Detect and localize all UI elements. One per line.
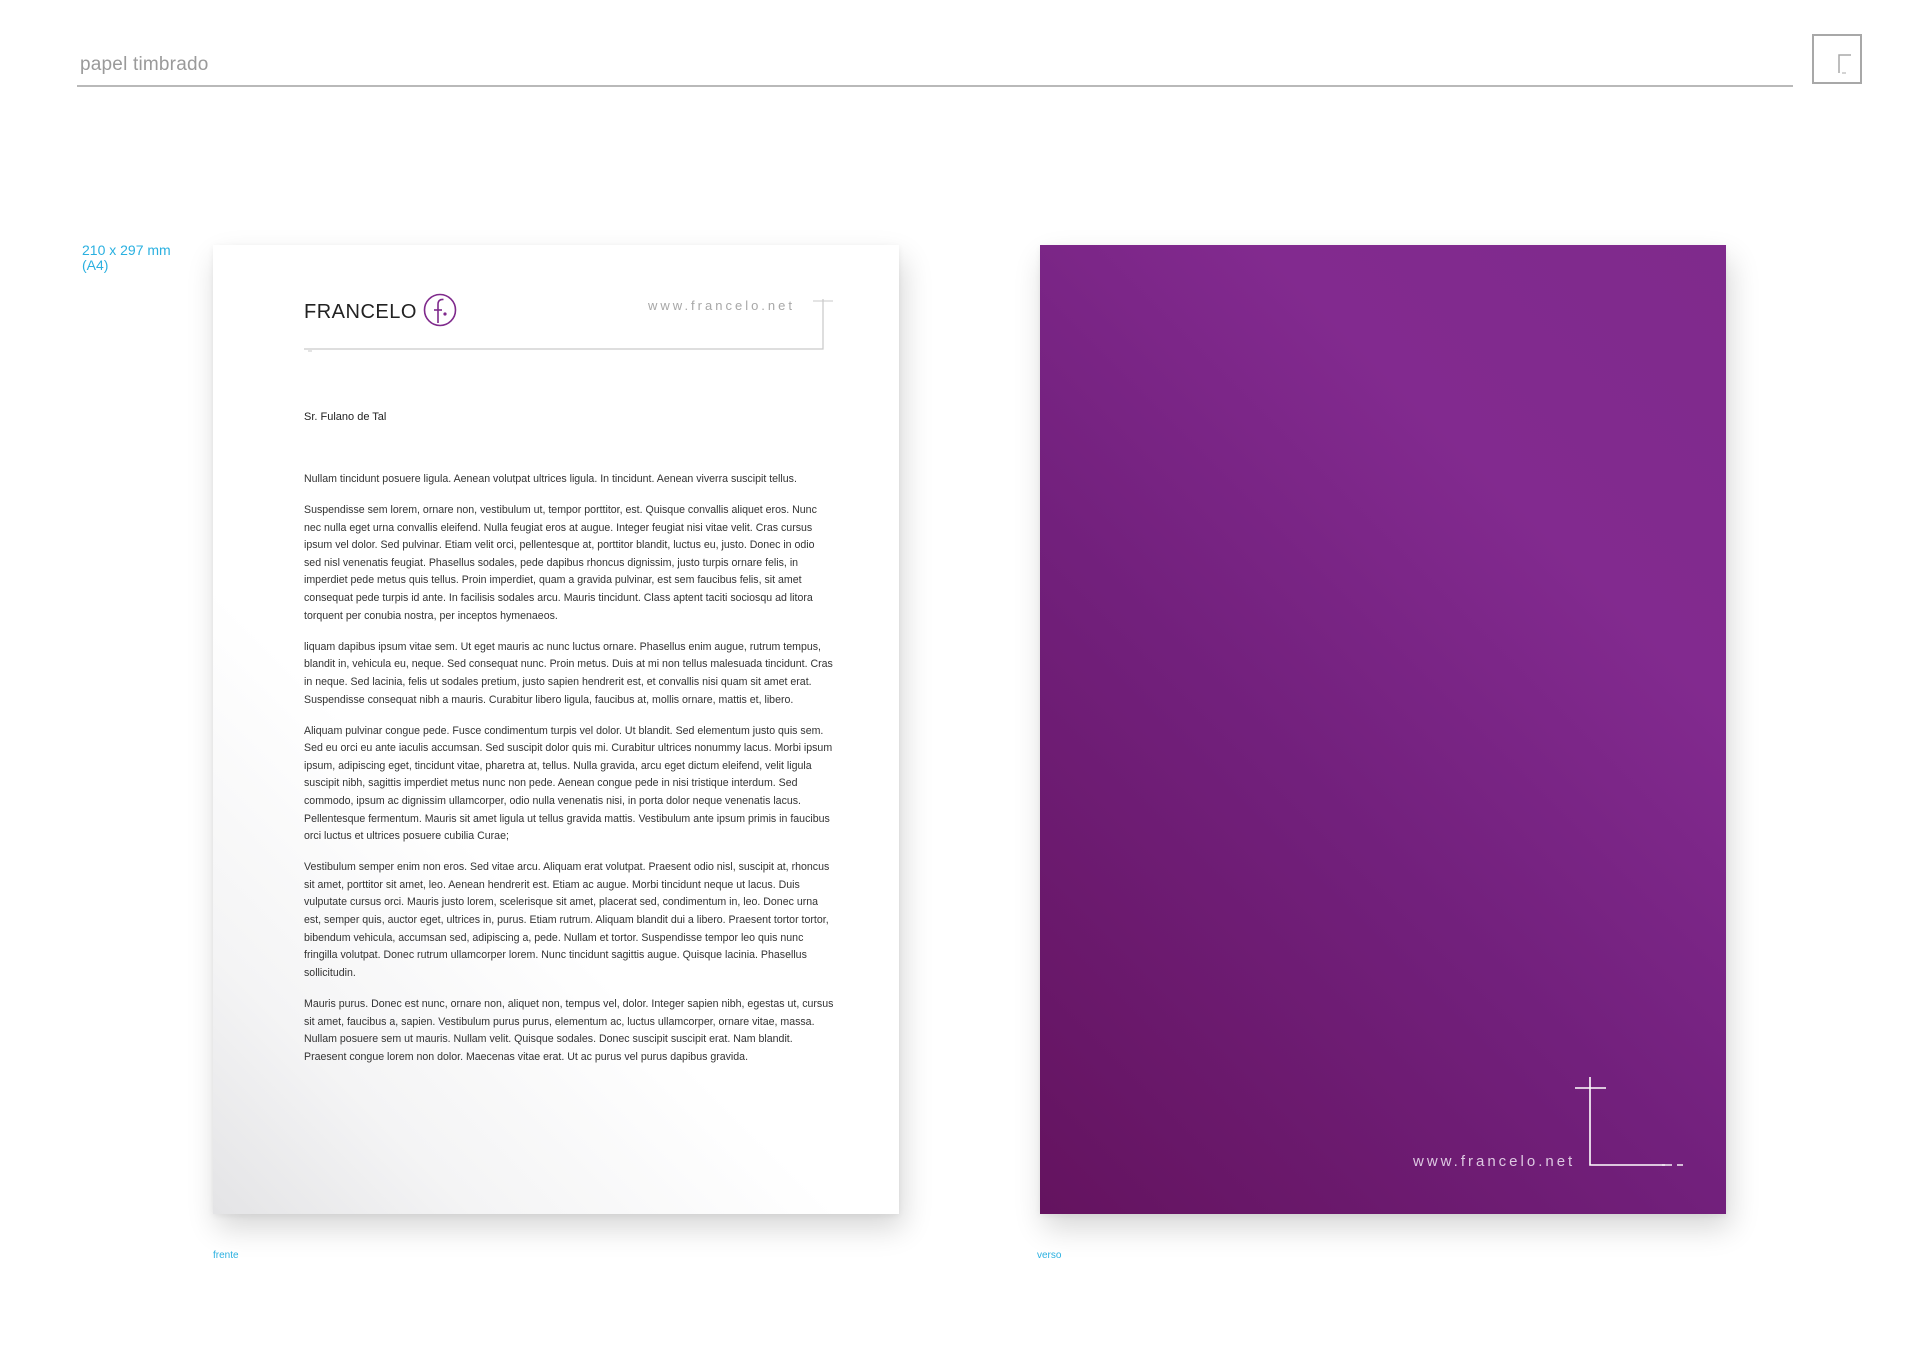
paper-size: 210 x 297 mm	[82, 242, 171, 258]
front-caption: frente	[213, 1250, 239, 1261]
corner-brand-icon	[1812, 34, 1862, 84]
back-corner-frame-icon	[1040, 245, 1726, 1214]
letterhead-back	[1040, 245, 1726, 1214]
body-paragraph: Vestibulum semper enim non eros. Sed vitae arcu. Aliquam erat volutpat. Praesent odio nisl, suscipit at, rhoncus sit amet, porttitor sit amet, leo. Aenean hendrerit est. Etiam ac augue. Morbi tincidunt neque ut lacus. Duis vulputate cursus orci. Mauris justo lorem, scelerisque sit amet, placerat sed, condimentum in, leo. Donec urna est, semper quis, auctor eget, ultrices in, purus. Etiam rutrum. Aliquam blandit dui a libero. Praesent tortor tortor, bibendum vehicula, accumsan sed, adipiscing a, pede. Nullam et tortor. Suspendisse tempor leo quis nunc fringilla volutpat. Donec rutrum ullamcorper lorem. Nunc tincidunt sagittis augue. Quisque lacinia. Phasellus sollicitudin.	[304, 861, 830, 979]
paper-size-label	[82, 243, 171, 273]
letterhead-front	[213, 245, 899, 1214]
front-website: www.francelo.net	[648, 298, 795, 313]
page-title: papel timbrado	[80, 54, 209, 75]
body-paragraph: liquam dapibus ipsum vitae sem. Ut eget mauris ac nunc luctus ornare. Phasellus enim augue, rutrum tempus, blandit in, vehicula eu, neque. Sed consequat nunc. Proin metus. Duis at mi non tellus malesuada tincidunt. Cras in neque. Sed lacinia, felis ut sodales pretium, justo sapien hendrerit est, et convallis nisi quam sit amet erat. Suspendisse consequat nibh a mauris. Curabitur libero ligula, faucibus at, mollis ornare, mattis et, libero.	[304, 640, 833, 706]
recipient: Sr. Fulano de Tal	[304, 411, 387, 423]
paper-format: (A4)	[82, 257, 109, 273]
back-website: www.francelo.net	[1413, 1153, 1576, 1170]
body-paragraph: Suspendisse sem lorem, ornare non, vestibulum ut, tempor porttitor, est. Quisque convallis aliquet eros. Nunc nec nulla eget urna convallis eleifend. Nulla feugiat eros at augue. Integer feugiat nisi vitae velit. Cras cursus ipsum vel dolor. Sed pulvinar. Etiam velit orci, pellentesque at, porttitor blandit, luctus eu, justo. Donec in odio sed nisl venenatis feugiat. Phasellus sodales, pede dapibus rhoncus dignissim, justo turpis ornare felis, in imperdiet pede metus quis tellus. Proin imperdiet, quam a gravida pulvinar, est sem faucibus felis, sit amet consequat pede turpis id ante. In facilisis sodales arcu. Mauris tincidunt. Class aptent taciti sociosqu ad litora torquent per conubia nostra, per inceptos hymenaeos.	[304, 504, 817, 622]
title-rule	[77, 85, 1793, 87]
francelo-f-circle-icon	[423, 293, 457, 332]
logo	[304, 295, 457, 329]
logo-wordmark: FRANCELO	[304, 300, 417, 323]
back-caption: verso	[1037, 1250, 1062, 1261]
body-paragraph: Nullam tincidunt posuere ligula. Aenean volutpat ultrices ligula. In tincidunt. Aenean viverra suscipit tellus.	[304, 473, 797, 485]
body-paragraph: Aliquam pulvinar congue pede. Fusce condimentum turpis vel dolor. Ut blandit. Sed elementum justo quis sem. Sed eu orci eu ante iaculis accumsan. Sed suscipit dolor quis mi. Curabitur ultrices nonummy lacus. Morbi ipsum ipsum, adipiscing eget, tincidunt vitae, pharetra at, tellus. Nulla gravida, arcu eget dictum eleifend, velit ligula suscipit nibh, sagittis imperdiet metus nunc non pede. Aenean congue pede in nisi tristique interdum. Sed commodo, ipsum ac dignissim ullamcorper, odio nulla venenatis nisi, in porta dolor neque venenatis lacus. Pellentesque fermentum. Mauris sit amet ligula ut tellus gravida mattis. Vestibulum ante ipsum primis in faucibus orci luctus et ultrices posuere cubilia Curae;	[304, 724, 833, 843]
body-paragraph: Mauris purus. Donec est nunc, ornare non, aliquet non, tempus vel, dolor. Integer sapien nibh, egestas ut, cursus sit amet, faucibus a, sapien. Vestibulum purus purus, elementum ac, luctus ullamcorper, ornare vitae, massa. Nullam posuere sem ut mauris. Nullam velit. Quisque sodales. Donec suscipit suscipit erat. Nam blandit. Praesent congue lorem non dolor. Maecenas vitae erat. Ut ac purus vel purus dapibus gravida.	[304, 997, 834, 1063]
letter-body	[304, 471, 834, 1080]
